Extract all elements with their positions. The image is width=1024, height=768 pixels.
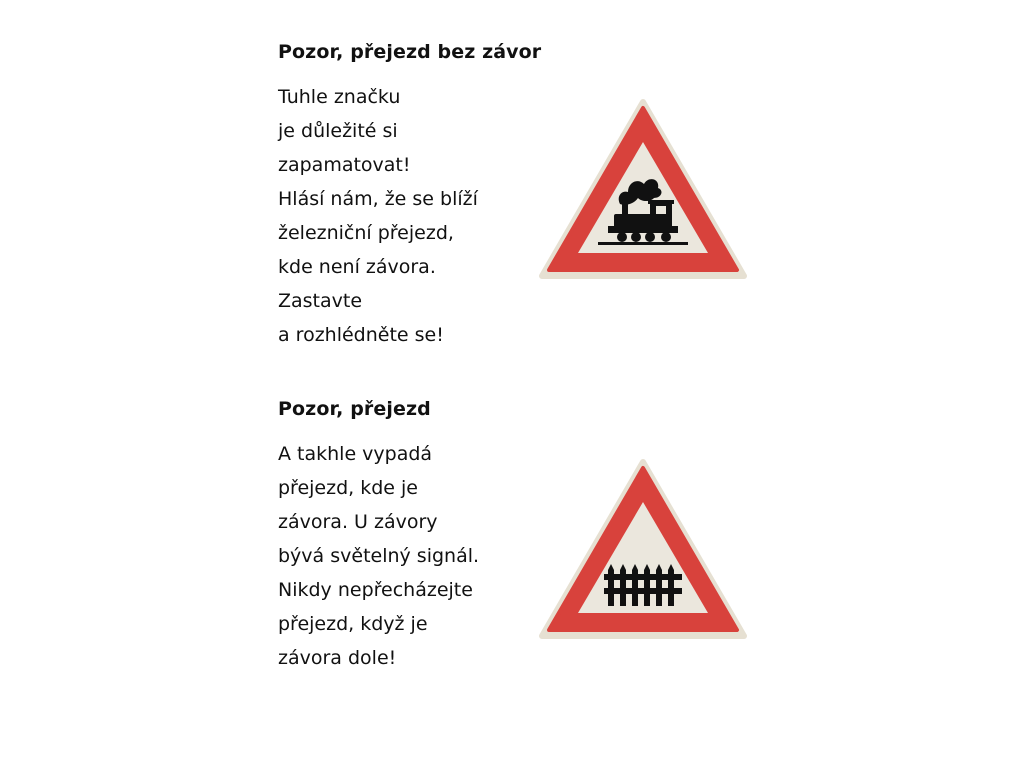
text-line: závora. U závory [278,511,438,533]
text-line: Nikdy nepřecházejte [278,579,473,601]
text-line: A takhle vypadá [278,443,433,465]
text-line: a rozhlédněte se! [278,324,444,346]
section-heading: Pozor, přejezd [278,398,431,420]
text-line: bývá světelný signál. [278,545,480,567]
text-line: je důležité si [278,120,398,142]
section-heading: Pozor, přejezd bez závor [278,41,542,63]
text-line: Tuhle značku [278,86,401,108]
warning-sign-guarded-crossing [538,458,748,642]
text-line: přejezd, když je [278,613,428,635]
text-line: zapamatovat! [278,154,411,176]
text-line: závora dole! [278,647,397,669]
warning-sign-unguarded-crossing [538,98,748,282]
text-line: kde není závora. [278,256,436,278]
text-line: železniční přejezd, [278,222,454,244]
text-line: Hlásí nám, že se blíží [278,188,478,210]
text-line: přejezd, kde je [278,477,418,499]
text-line: Zastavte [278,290,363,312]
